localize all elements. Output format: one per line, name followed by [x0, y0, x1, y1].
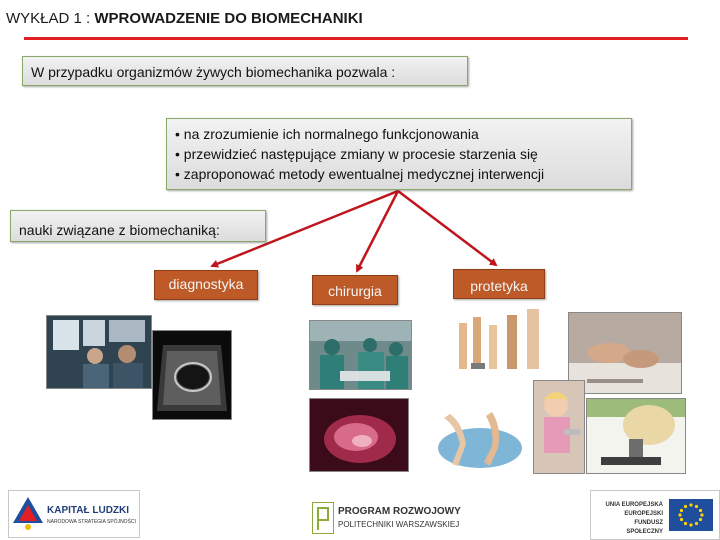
photo-leg-prostheses	[451, 307, 548, 373]
program-rozwojowy-logo	[310, 500, 460, 538]
kapital-ludzki-emblem	[13, 497, 43, 531]
eu-line2: EUROPEJSKI	[624, 511, 663, 517]
arrow-to-surgery	[357, 191, 398, 271]
photo-surgery-team	[309, 320, 412, 390]
photo-prosthetic-hand	[568, 312, 682, 394]
intro-box: W przypadku organizmów żywych biomechanika pozwala :	[22, 56, 468, 86]
tag-prosthetics: protetyka	[453, 269, 545, 299]
eu-logo	[590, 490, 720, 540]
kapital-ludzki-name: KAPITAŁ LUDZKI	[47, 505, 130, 516]
tag-diagnostics: diagnostyka	[154, 270, 258, 300]
photo-knee-prosthesis	[586, 398, 686, 474]
arrow-to-prosthetics	[398, 191, 496, 265]
bullet-item: • zaproponować metody ewentualnej medycznej interwencji	[175, 166, 545, 182]
photo-arm-prosthesis	[432, 404, 527, 472]
slide-title-prefix: WYKŁAD 1 :	[6, 10, 95, 27]
eu-line3: FUNDUSZ SPOŁECZNY	[626, 520, 663, 535]
kapital-ludzki-subtitle: NARODOWA STRATEGIA SPÓJNOŚCI	[47, 519, 136, 525]
program-rozwojowy-subtitle: POLITECHNIKI WARSZAWSKIEJ	[338, 520, 460, 529]
eu-flag-icon	[669, 499, 713, 531]
photo-ultrasound	[152, 330, 232, 420]
bullet-box	[166, 118, 632, 190]
eu-line1: UNIA EUROPEJSKA	[605, 502, 663, 508]
eu-text	[597, 501, 663, 537]
photo-surgery-closeup	[309, 398, 409, 472]
photo-doctors-xray	[46, 315, 152, 389]
pw-emblem	[312, 502, 334, 534]
sciences-box: nauki związane z biomechaniką:	[10, 210, 266, 242]
kapital-ludzki-logo	[8, 490, 140, 538]
photo-child-prosthesis	[533, 380, 585, 474]
bullet-item: • na zrozumienie ich normalnego funkcjonowania	[175, 126, 479, 142]
slide-title-main: WPROWADZENIE DO BIOMECHANIKI	[94, 10, 363, 27]
tag-surgery: chirurgia	[312, 275, 398, 305]
program-rozwojowy-name: PROGRAM ROZWOJOWY	[338, 506, 461, 517]
bullet-item: • przewidzieć następujące zmiany w procesie starzenia się	[175, 146, 538, 162]
